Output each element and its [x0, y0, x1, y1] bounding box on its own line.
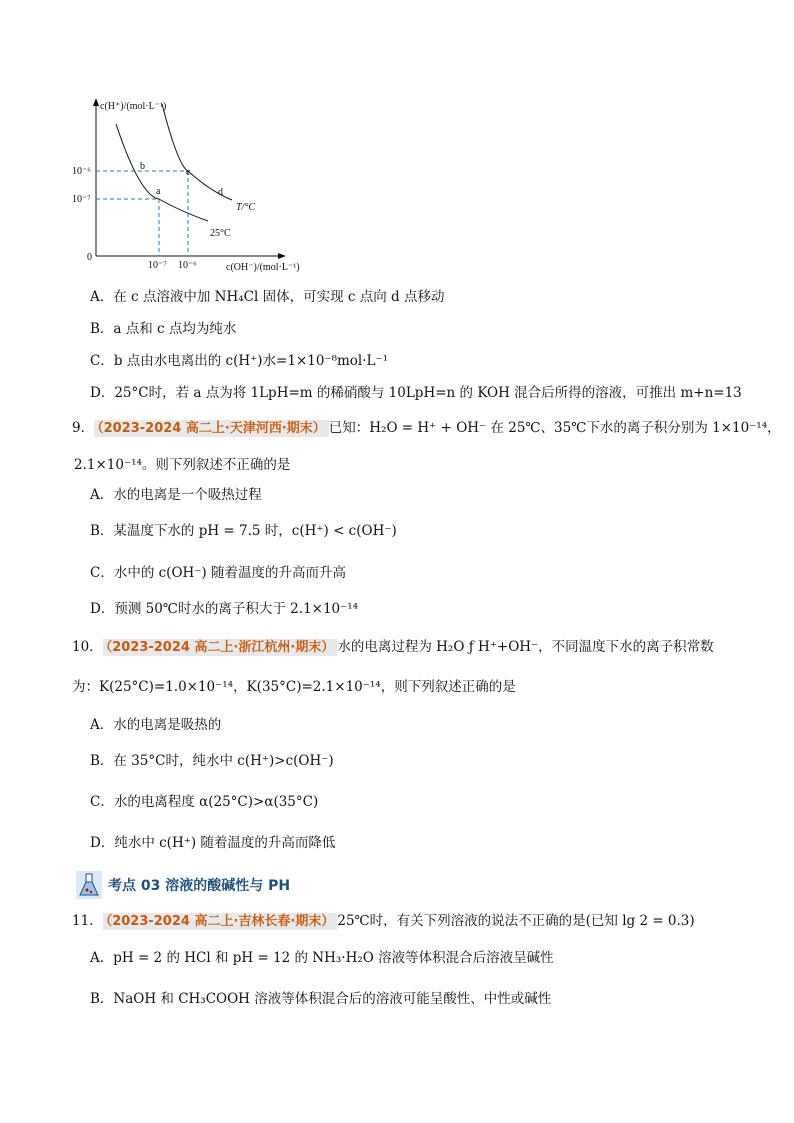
q10-option-a: A．水的电离是吸热的: [90, 717, 222, 733]
q9-number: 9．: [72, 420, 95, 436]
y-axis-arrow: [93, 98, 99, 106]
q10-number: 10．: [72, 639, 103, 655]
section-title: 考点 03 溶液的酸碱性与 PH: [108, 878, 291, 894]
point-b: b: [140, 161, 145, 172]
q9-source-tag: （2023-2024 高二上·天津河西·期末）: [94, 420, 329, 437]
q11-number: 11．: [72, 913, 103, 929]
ytick-1e-6: 10⁻⁶: [72, 166, 91, 177]
q9-option-d: D．预测 50℃时水的离子积大于 2.1×10⁻¹⁴: [90, 601, 359, 617]
curve-25c: [116, 124, 208, 221]
q9-stem: [72, 419, 781, 438]
q10-option-c: C．水的电离程度 α(25°C)>α(35°C): [90, 794, 319, 810]
chart-xlabel: c(OH⁻)/(mol·L⁻¹): [226, 262, 300, 273]
q9-stem-line2: 2.1×10⁻¹⁴。则下列叙述不正确的是: [74, 457, 291, 473]
xtick-1e-7: 10⁻⁷: [148, 260, 167, 271]
q10-option-d: D．纯水中 c(H⁺) 随着温度的升高而降低: [90, 835, 336, 851]
curve-label-t: T/°C: [236, 202, 256, 213]
q10-stem: [72, 638, 714, 657]
ytick-1e-7: 10⁻⁷: [72, 194, 91, 205]
q8-option-a: A．在 c 点溶液中加 NH₄Cl 固体，可实现 c 点向 d 点移动: [90, 289, 445, 305]
point-d: d: [218, 187, 223, 198]
q9-stem-line1: 已知：H₂O = H⁺ + OH⁻ 在 25℃、35℃下水的离子积分别为 1×10⁻¹⁴，: [328, 420, 781, 436]
xtick-1e-6: 10⁻⁶: [178, 260, 197, 271]
q11-source-tag: （2023-2024 高二上·吉林长春·期末）: [103, 913, 338, 930]
point-c: c: [186, 167, 191, 178]
q11-stem-line1: 25℃时，有关下列溶液的说法不正确的是(已知 lg 2 = 0.3): [337, 913, 695, 929]
q11-option-a: A．pH = 2 的 HCl 和 pH = 12 的 NH₃·H₂O 溶液等体积混合后溶液呈碱性: [90, 950, 554, 966]
q9-option-a: A．水的电离是一个吸热过程: [90, 487, 262, 503]
curve-t: [162, 104, 232, 200]
q10-stem-line1: 水的电离过程为 H₂O ƒ H⁺+OH⁻，不同温度下水的离子积常数: [337, 639, 714, 655]
q9-option-c: C．水中的 c(OH⁻) 随着温度的升高而升高: [90, 565, 346, 581]
q10-option-b: B．在 35°C时，纯水中 c(H⁺)>c(OH⁻): [90, 753, 334, 769]
section-heading: [76, 870, 290, 900]
q9-option-b: B．某温度下水的 pH = 7.5 时，c(H⁺) < c(OH⁻): [90, 523, 397, 539]
q8-option-c: C．b 点由水电离出的 c(H⁺)水=1×10⁻⁸mol·L⁻¹: [90, 353, 389, 369]
flask-icon: [76, 871, 102, 899]
q10-source-tag: （2023-2024 高二上·浙江杭州·期末）: [103, 639, 338, 656]
q10-stem-line2: 为：K(25°C)=1.0×10⁻¹⁴，K(35°C)=2.1×10⁻¹⁴，则下列叙述正确的是: [72, 679, 516, 695]
q8-option-d: D．25°C时，若 a 点为将 1LpH=m 的稀硝酸与 10LpH=n 的 KOH 混合后所得的溶液，可推出 m+n=13: [90, 385, 742, 401]
x-axis-arrow: [278, 253, 286, 259]
q11-option-b: B．NaOH 和 CH₃COOH 溶液等体积混合后的溶液可能呈酸性、中性或碱性: [90, 991, 552, 1007]
chart-ylabel: c(H⁺)/(mol·L⁻¹): [100, 101, 167, 112]
curve-label-25c: 25°C: [210, 228, 231, 239]
ion-product-chart: [70, 96, 320, 281]
q11-stem: [72, 912, 695, 931]
q8-option-b: B．a 点和 c 点均为纯水: [90, 321, 237, 337]
point-a: a: [156, 186, 161, 197]
chart-origin: 0: [87, 252, 92, 263]
